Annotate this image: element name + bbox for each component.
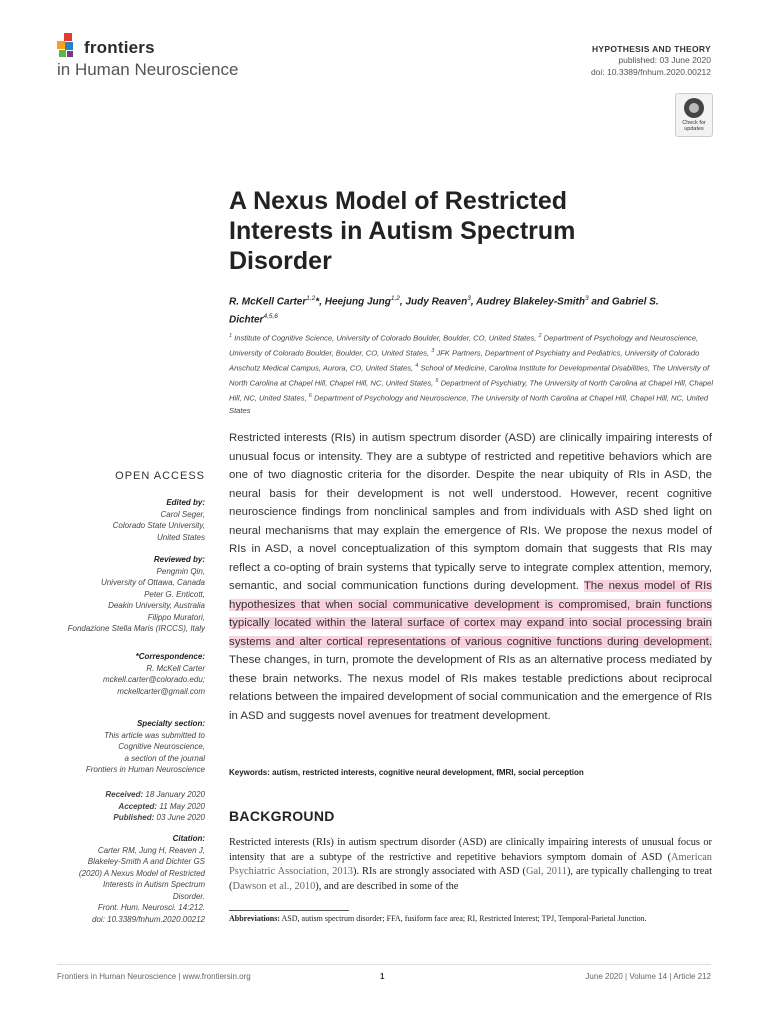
affiliation-text: School of Medicine, Carolina Institute for Developmental Disabilities, The University of North Carolina at Chapel Hill, Chapel Hill, NC, United States, [229,363,710,388]
author-name[interactable]: R. McKell Carter [229,296,307,308]
reviewer-line: Fondazione Stella Maris (IRCCS), Italy [67,624,205,633]
specialty-heading: Specialty section: [136,719,205,728]
specialty-line: a section of the journal [124,753,205,763]
specialty-line: This article was submitted to [104,730,205,740]
check-updates-icon [684,98,704,118]
received-date: Received: 18 January 2020 [105,790,205,799]
citation-line: Front. Hum. Neurosci. 14:212. [97,903,205,912]
footer-volume: June 2020 | Volume 14 | Article 212 [585,972,711,981]
page-number: 1 [380,972,385,981]
published-date: published: 03 June 2020 [618,55,711,65]
body-text: ), and are described in some of the [315,880,459,892]
affiliation-text: Department of Psychology and Neuroscience, The University of North Carolina at Chapel Hill, Chapel Hill, NC, United States [229,393,709,416]
check-updates-label: Check for updates [682,120,706,132]
abstract [229,429,712,725]
citation-link[interactable]: Dawson et al., 2010 [232,880,316,892]
dates-block [105,789,205,824]
accepted-date: Accepted: 11 May 2020 [118,801,205,811]
abbreviations-label: Abbreviations: [229,914,280,923]
reviewed-by-heading: Reviewed by: [153,555,205,564]
reviewer-line: Deakin University, Australia [108,601,205,610]
affiliation-sup: 5 [435,378,439,385]
doi[interactable]: doi: 10.3389/fnhum.2020.00212 [590,67,711,77]
reviewer-line: Peter G. Enticott, [144,589,205,599]
citation-heading: Citation: [172,834,205,843]
author-separator: *, [315,296,325,308]
published-date-side: Published: 03 June 2020 [113,813,205,822]
edited-by-block [113,497,205,543]
author-name[interactable]: Audrey Blakeley-Smith [476,296,585,308]
author-affiliation-sup: 1,2 [390,295,400,302]
correspondence-heading: *Correspondence: [135,652,205,661]
body-text: Restricted interests (RIs) in autism spectrum disorder (ASD) are clinically impairing interests of unusual focus or intensity that are a subtype of the restrictive and repetitive behaviors symptom domain of ASD ( [229,837,712,863]
open-access-label: OPEN ACCESS [115,470,205,482]
abstract-text-end: These changes, in turn, promote the development of RIs as an alternative process mediated by these brain networks. The nexus model of RIs makes testable predictions about reciprocal relations between the impaired development of social communication and the emergence of RIs in ASD and suggests novel avenues for treatment development. [229,654,712,722]
body-text: ), are typically challenging to treat ( [229,866,713,892]
footer-divider [57,964,711,965]
keywords: Keywords: autism, restricted interests, cognitive neural development, fMRI, social perception [229,768,584,777]
article-title: A Nexus Model of Restricted Interests in Autism Spectrum Disorder [229,187,576,275]
author-name[interactable]: Gabriel S. Dichter [229,296,659,326]
abbreviations-text: ASD, autism spectrum disorder; FFA, fusiform face area; RI, Restricted Interest; TPJ, Temporal-Parietal Junction. [279,914,647,923]
affiliation-sup: 1 [229,333,233,339]
journal-logo-text: frontiers [84,38,155,57]
affiliation-sup: 6 [308,393,312,400]
reviewer-line: University of Ottawa, Canada [100,578,205,587]
citation-line: Interests in Autism Spectrum [103,880,205,889]
affiliation-text: Department of Psychology and Neuroscience, University of Colorado Boulder, Boulder, CO, United States, [229,333,699,358]
reviewer-line: Filippo Muratori, [147,612,205,622]
editor-line: Colorado State University, [112,521,205,530]
citation-doi[interactable]: doi: 10.3389/fnhum.2020.00212 [92,914,205,924]
editor-line: United States [156,532,205,542]
author-name[interactable]: Judy Reaven [405,296,468,308]
check-for-updates-button[interactable] [675,93,713,137]
article-type: HYPOTHESIS AND THEORY [591,44,711,54]
specialty-line: Cognitive Neuroscience, [118,742,205,751]
affiliation-text: Department of Psychiatry, The University of North Carolina at Chapel Hill, Chapel Hill, NC, United States, [229,378,714,403]
journal-name: in Human Neuroscience [57,60,239,79]
affiliations [229,330,714,418]
email-link[interactable]: mckellcarter@gmail.com [117,686,205,696]
affiliation-text: JFK Partners, Department of Psychiatry and Pediatrics, University of Colorado Anschutz Medical Campus, Aurora, CO, United States, [229,348,700,373]
correspondence-block [103,651,205,697]
section-heading: BACKGROUND [229,808,335,824]
affiliation-sup: 4 [415,363,419,370]
author-separator: , [399,296,406,308]
reviewed-by-block [68,554,205,635]
citation-line: (2020) A Nexus Model of Restricted [78,868,205,878]
body-text: ). RIs are strongly associated with ASD ( [353,866,526,878]
citation-link[interactable]: American Psychiatric Association, 2013 [229,851,712,878]
citation-line: Carter RM, Jung H, Reaven J, [97,845,205,855]
abbreviations [229,914,712,925]
author-affiliation-sup: 4,5,6 [263,313,278,321]
author-affiliation-sup: 3 [584,295,589,302]
author-separator: , [470,296,476,308]
affiliation-sup: 3 [431,348,435,355]
body-paragraph [229,836,712,894]
abstract-text: Restricted interests (RIs) in autism spectrum disorder (ASD) are clinically impairing interests of unusual focus or intensity. They are a subtype of restricted and repetitive behaviors which are one of two diagnostic criteria for the disorder. Despite the near ubiquity of RIs in ASD, the neural basis for their development is not well understood. However, recent cognitive neuroscience findings from nonclinical samples and from individuals with ASD shed light on neural mechanisms that may explain the emergence of RIs. We propose the nexus model of RIs in ASD, a novel conceptualization of this symptom domain that suggests that RIs may reflect a co-opting of brain systems that typically serve to integrate complex attention, memory, semantic, and social communication functions during development. [229,432,712,592]
author-affiliation-sup: 3 [467,295,471,302]
editor-line: Carol Seger, [160,509,205,519]
reviewer-line: Pengmin Qin, [156,566,205,576]
correspondence-line: R. McKell Carter [146,663,205,673]
author-name[interactable]: Heejung Jung [324,296,391,308]
citation-line: Disorder. [172,891,205,901]
abstract-highlight: The nexus model of RIs hypothesizes that when social communicative development is compromised, brain functions typically located within the lateral surface of cortex may expand into social processing brain systems and alter cortical representations of various cognitive functions during development. [229,580,712,648]
affiliation-sup: 2 [538,333,542,339]
email-link[interactable]: mckell.carter@colorado.edu; [103,675,205,684]
author-list [229,291,699,328]
specialty-line: Frontiers in Human Neuroscience [85,765,205,774]
specialty-section-block [86,718,205,776]
footer-journal[interactable]: Frontiers in Human Neuroscience | www.frontiersin.org [57,972,251,981]
citation-link[interactable]: Gal, 2011 [525,866,567,878]
citation-block [79,833,205,925]
edited-by-heading: Edited by: [166,498,205,507]
footnote-divider [229,910,349,911]
frontiers-logo-icon [57,33,81,61]
author-separator: and [588,296,612,308]
author-affiliation-sup: 1,2 [306,295,316,302]
citation-line: Blakeley-Smith A and Dichter GS [87,857,205,866]
affiliation-text: Institute of Cognitive Science, University of Colorado Boulder, Boulder, CO, United States, [232,333,539,343]
